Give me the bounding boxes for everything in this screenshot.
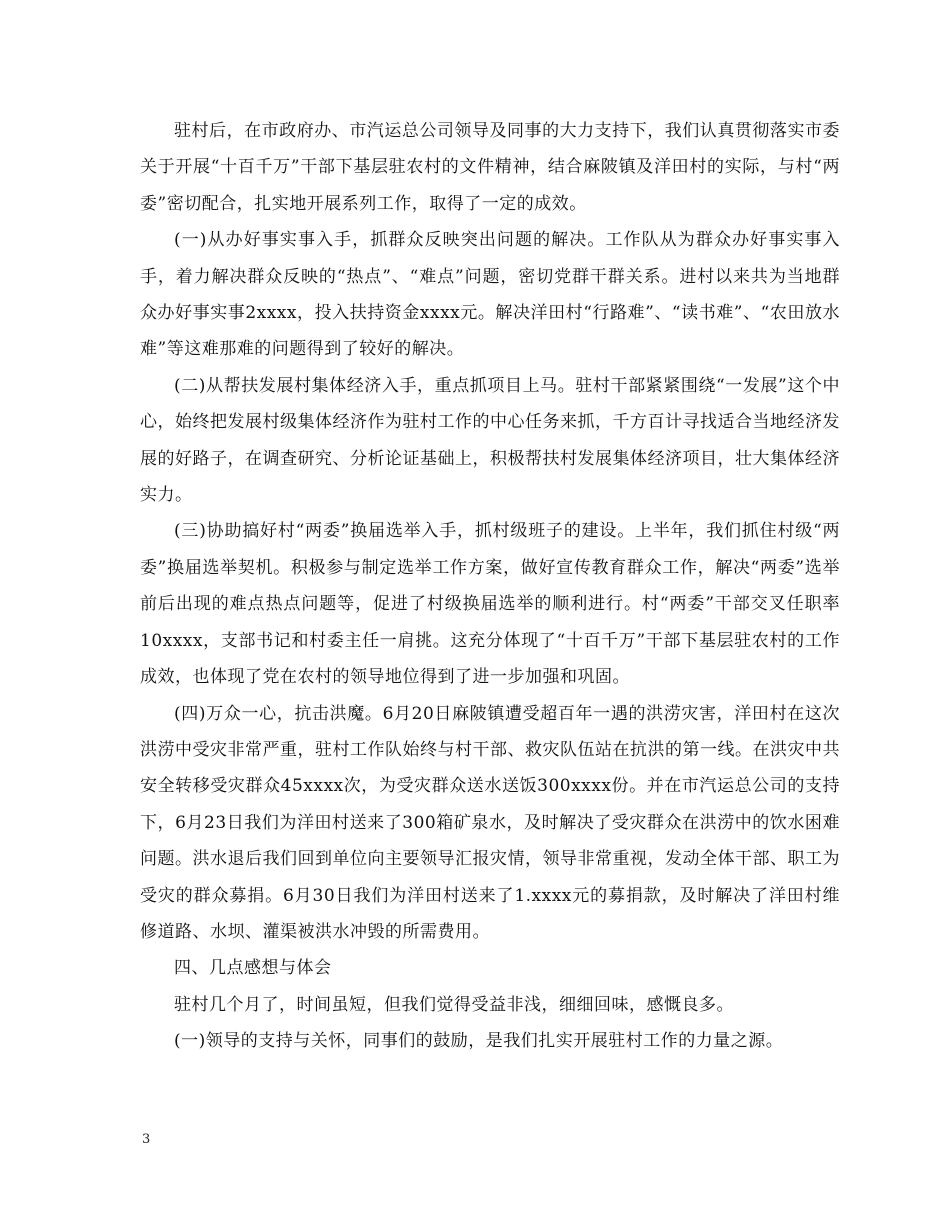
paragraph-section-3: (三)协助搞好村“两委”换届选举入手，抓村级班子的建设。上半年，我们抓住村级“两委”换届选举契机。积极参与制定选举工作方案，做好宣传教育群众工作，解决“两委”选举前后出现的难点热点问题等，促进了村级换届选举的顺利进行。村“两委”干部交叉任职率10xxxx，支部书记和村委主任一肩挑。这充分体现了“十百千万”干部下基层驻农村的工作成效，也体现了党在农村的领导地位得到了进一步加强和巩固。 (140, 521, 840, 688)
paragraph-reflection-1: (一)领导的支持与关怀，同事们的鼓励，是我们扎实开展驻村工作的力量之源。 (174, 1031, 784, 1052)
page-number: 3 (142, 1132, 151, 1147)
paragraph-reflection-intro: 驻村几个月了，时间虽短，但我们觉得受益非浅，细细回味，感慨良多。 (174, 994, 734, 1015)
document-body (140, 113, 840, 1060)
section-heading: 四、几点感想与体会 (174, 958, 332, 979)
paragraph-section-2: (二)从帮扶发展村集体经济入手，重点抓项目上马。驻村干部紧紧围绕“一发展”这个中心，始终把发展村级集体经济作为驻村工作的中心任务来抓，千方百计寻找适合当地经济发展的好路子，在调查研究、分析论证基础上，积极帮扶村发展集体经济项目，壮大集体经济实力。 (140, 375, 840, 506)
paragraph-intro: 驻村后，在市政府办、市汽运总公司领导及同事的大力支持下，我们认真贯彻落实市委关于开展“十百千万”干部下基层驻农村的文件精神，结合麻陂镇及洋田村的实际，与村“两委”密切配合，扎实地开展系列工作，取得了一定的成效。 (140, 121, 840, 214)
paragraph-section-1: (一)从办好事实事入手，抓群众反映突出问题的解决。工作队从为群众办好事实事入手，着力解决群众反映的“热点”、“难点”问题，密切党群干群关系。进村以来共为当地群众办好事实事2xxxx，投入扶持资金xxxx元。解决洋田村“行路难”、“读书难”、“农田放水难”等这难那难的问题得到了较好的解决。 (140, 230, 840, 360)
paragraph-section-4: (四)万众一心，抗击洪魔。6月20日麻陂镇遭受超百年一遇的洪涝灾害，洋田村在这次洪涝中受灾非常严重，驻村工作队始终与村干部、救灾队伍站在抗洪的第一线。在洪灾中共安全转移受灾群众45xxxx次，为受灾群众送水送饭300xxxx份。并在市汽运总公司的支持下，6月23日我们为洋田村送来了300箱矿泉水，及时解决了受灾群众在洪涝中的饮水困难问题。洪水退后我们回到单位向主要领导汇报灾情，领导非常重视，发动全体干部、职工为受灾的群众募捐。6月30日我们为洋田村送来了1.xxxx元的募捐款，及时解决了洋田村维修道路、水坝、灌渠被洪水冲毁的所需费用。 (140, 703, 840, 942)
